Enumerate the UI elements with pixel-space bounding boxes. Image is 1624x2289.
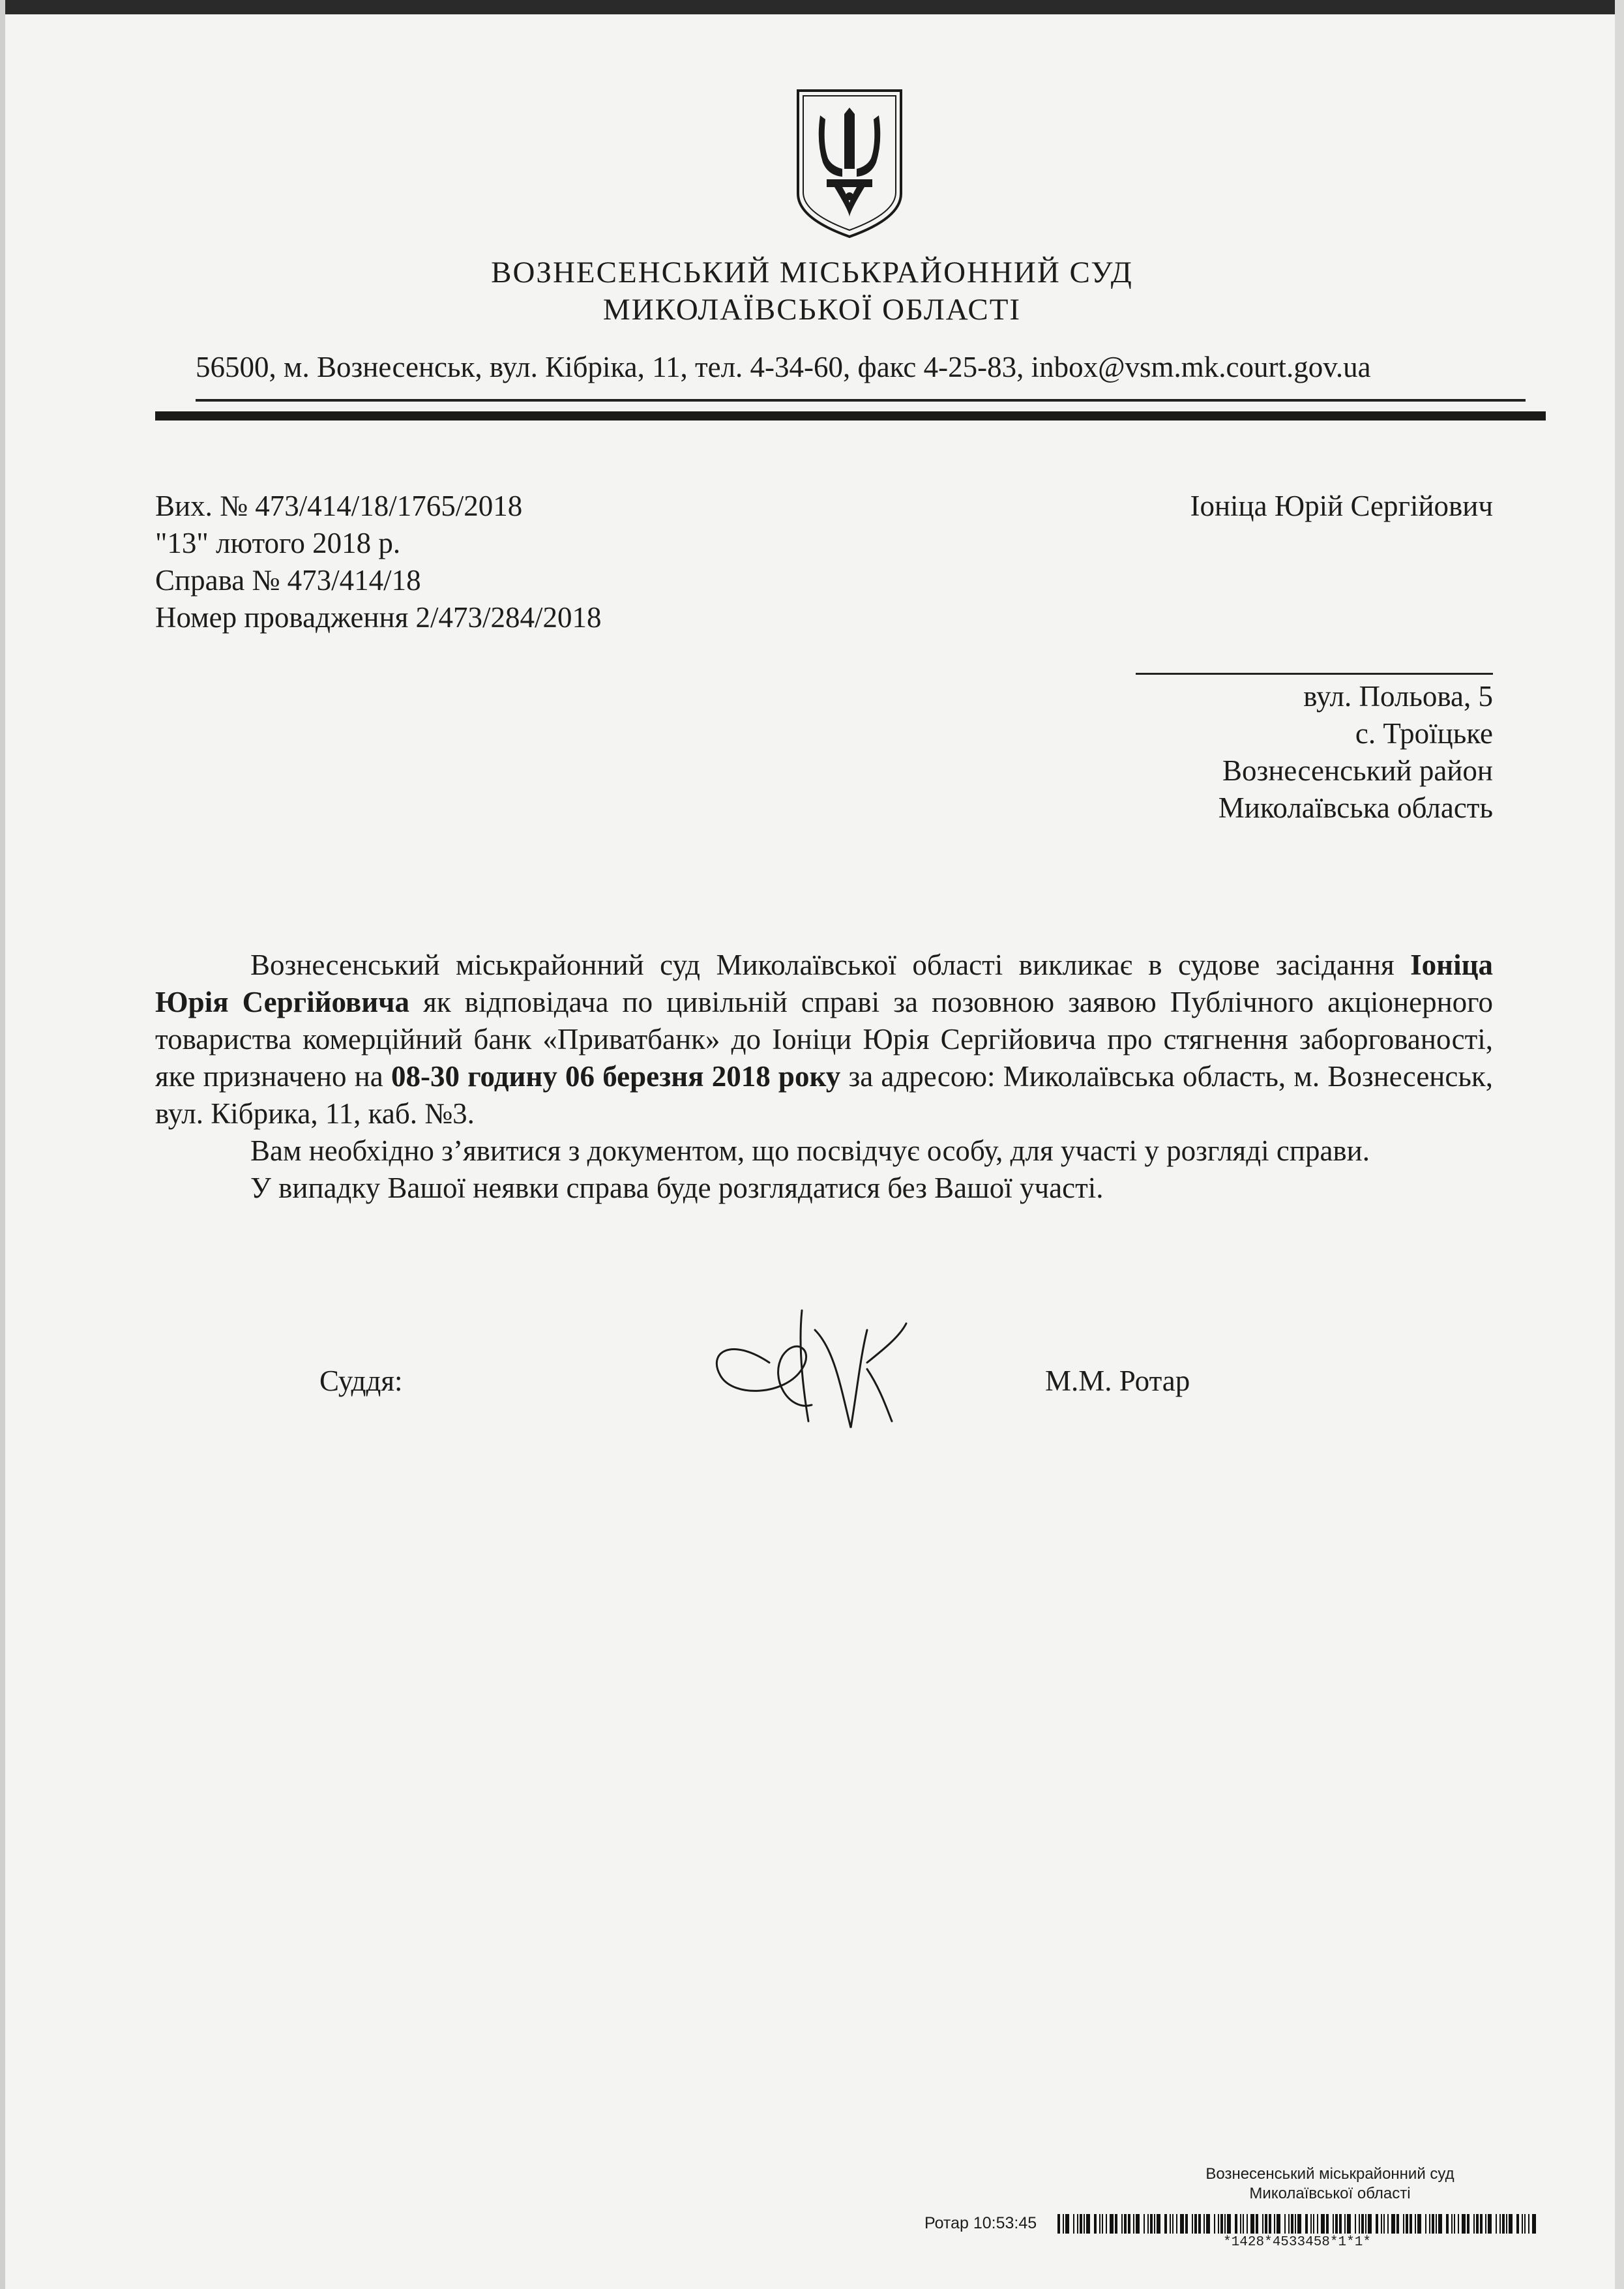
trident-coat-of-arms-icon <box>794 88 905 239</box>
address-region: Миколаївська область <box>1218 791 1493 824</box>
header-divider-thick <box>155 411 1546 421</box>
scan-left-edge <box>0 0 5 2289</box>
judge-label: Суддя: <box>319 1365 403 1397</box>
scan-right-edge <box>1615 0 1624 2289</box>
document-meta <box>155 488 602 636</box>
case-number: Справа № 473/414/18 <box>155 564 421 597</box>
court-name-line2: МИКОЛАЇВСЬКОЇ ОБЛАСТІ <box>602 293 1022 327</box>
address-village: с. Троїцьке <box>1355 717 1493 750</box>
defendant-name: Іоніца Юрія Сергійовича <box>155 949 1493 1018</box>
proceeding-number: Номер провадження 2/473/284/2018 <box>155 601 602 634</box>
barcode <box>1057 2214 1537 2234</box>
header-divider-thin <box>196 399 1526 402</box>
outgoing-number: Вих. № 473/414/18/1765/2018 <box>155 490 523 522</box>
address-underline <box>1136 673 1493 675</box>
hearing-datetime: 08-30 годину 06 березня 2018 року <box>391 1060 841 1093</box>
recipient-address <box>1218 678 1493 827</box>
summons-text-b: як відповідача по цивільній справі за позовною заявою Публічного акціонерного товариства комерційний банк «Приватбанк» до Іоніци Юрія Сергійовича про стягнення заборгованості, яке призначено на <box>155 986 1493 1093</box>
summons-paragraph <box>155 947 1493 1132</box>
absence-warning-paragraph: У випадку Вашої неявки справа буде розглядатися без Вашої участі. <box>250 1172 1104 1204</box>
document-date: "13" лютого 2018 р. <box>155 527 401 559</box>
scan-top-edge <box>0 0 1624 14</box>
stamp-time: Ротар 10:53:45 <box>924 2214 1037 2232</box>
stamp-court-line1: Вознесенський міськрайонний суд <box>1205 2165 1454 2183</box>
summons-text-a: Вознесенський міськрайонний суд Миколаївської області викликає в судове засідання <box>250 949 1411 981</box>
judge-name: М.М. Ротар <box>1045 1365 1190 1397</box>
recipient-name: Іоніца Юрій Сергійович <box>1190 490 1493 522</box>
address-district: Вознесенський район <box>1222 754 1493 787</box>
summons-text-c: за адресою: Миколаївська область, м. Вознесенськ, вул. Кібрика, 11, каб. №3. <box>155 1060 1493 1130</box>
letter-body <box>155 947 1493 1207</box>
barcode-text: *1428*4533458*1*1* <box>1223 2235 1371 2250</box>
address-street: вул. Польова, 5 <box>1303 680 1493 713</box>
court-contacts: 56500, м. Вознесенськ, вул. Кібріка, 11, тел. 4-34-60, факс 4-25-83, inbox@vsm.mk.court.gov.ua <box>196 351 1371 383</box>
court-name-line1: ВОЗНЕСЕНСЬКИЙ МІСЬКРАЙОННИЙ СУД <box>491 256 1133 289</box>
handwritten-signature <box>704 1291 926 1434</box>
stamp-court-line2: Миколаївської області <box>1249 2185 1411 2202</box>
id-requirement-paragraph: Вам необхідно з’явитися з документом, що посвідчує особу, для участі у розгляді справи. <box>250 1134 1370 1167</box>
registration-stamp <box>1076 2164 1584 2204</box>
